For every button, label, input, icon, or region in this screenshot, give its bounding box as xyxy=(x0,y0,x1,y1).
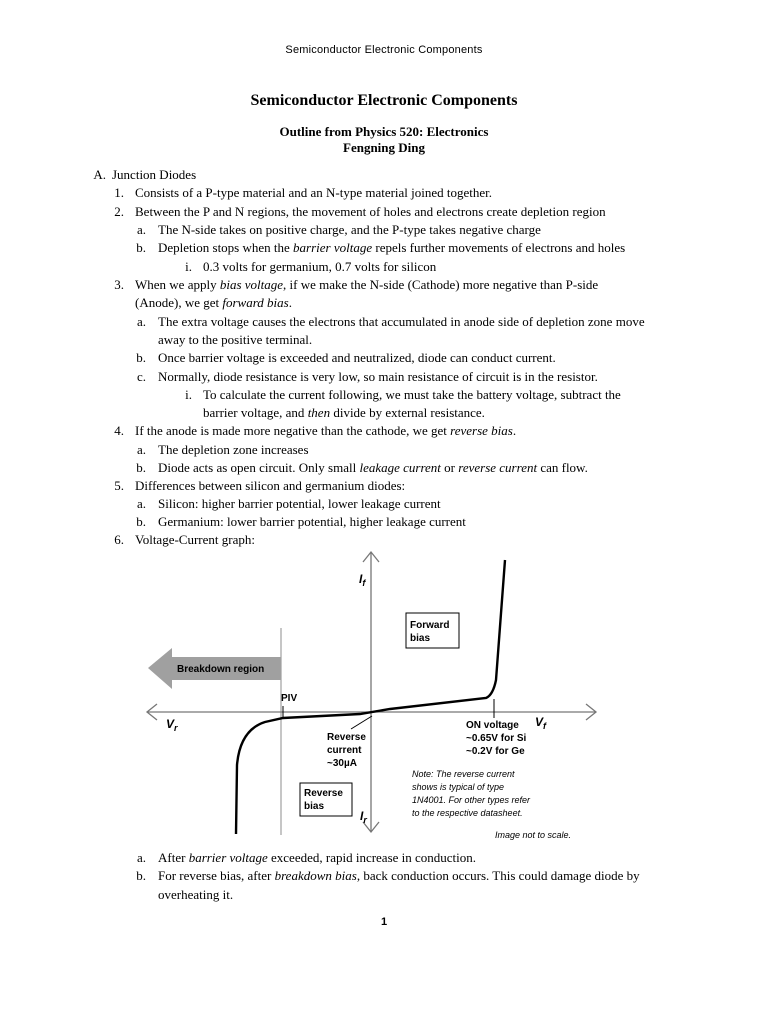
outline-marker: c. xyxy=(136,369,146,384)
outline-marker: i. xyxy=(185,259,192,274)
reverse-current-label: current xyxy=(327,745,362,756)
on-voltage-ge: ~0.2V for Ge xyxy=(466,746,525,757)
list-item: 0.3 volts for germanium, 0.7 volts for silicon xyxy=(203,259,437,274)
outline-marker: A. xyxy=(93,167,106,182)
page-number: 1 xyxy=(380,916,388,928)
list-item: Consists of a P-type material and an N-type material joined together. xyxy=(135,185,493,200)
list-item-continued: overheating it. xyxy=(158,887,234,902)
list-item-continued: away to the positive terminal. xyxy=(158,332,313,347)
list-item: To calculate the current following, we must take the battery voltage, subtract the xyxy=(203,387,621,402)
reverse-bias-label: Reverse xyxy=(304,788,343,799)
list-item: When we apply bias voltage, if we make the N-side (Cathode) more negative than P-side xyxy=(135,277,599,292)
list-item: If the anode is made more negative than the cathode, we get reverse bias. xyxy=(135,423,517,438)
outline-marker: b. xyxy=(136,868,146,883)
not-to-scale-note: Image not to scale. xyxy=(495,830,572,840)
outline-marker: b. xyxy=(136,460,146,475)
outline-marker: 1. xyxy=(114,185,124,200)
graph-note: shows is typical of type xyxy=(412,782,505,792)
reverse-current-leader xyxy=(351,716,372,729)
forward-bias-label: Forward xyxy=(410,620,450,631)
outline-marker: a. xyxy=(136,496,146,511)
reverse-current-label: Reverse xyxy=(327,732,366,743)
list-item-continued: (Anode), we get forward bias. xyxy=(135,295,292,310)
list-item: The extra voltage causes the electrons that accumulated in anode side of depletion zone move xyxy=(158,314,645,329)
subtitle: Outline from Physics 520: Electronics xyxy=(279,124,489,139)
list-item: For reverse bias, after breakdown bias, back conduction occurs. This could damage diode by xyxy=(158,868,640,883)
outline-marker: b. xyxy=(136,514,146,529)
on-voltage-label: ON voltage xyxy=(466,720,519,731)
graph-note: 1N4001. For other types refer xyxy=(412,795,531,805)
section-heading: Junction Diodes xyxy=(112,167,197,182)
breakdown-label: Breakdown region xyxy=(177,664,265,675)
list-item: Voltage-Current graph: xyxy=(135,532,255,547)
outline-marker: b. xyxy=(136,240,146,255)
outline-marker: b. xyxy=(136,350,146,365)
list-item-continued: barrier voltage, and then divide by external resistance. xyxy=(203,405,485,420)
ir-label: $I_r$ xyxy=(360,809,367,825)
list-item: Once barrier voltage is exceeded and neutralized, diode can conduct current. xyxy=(158,350,556,365)
list-item: Between the P and N regions, the movement of holes and electrons create depletion region xyxy=(135,204,606,219)
running-header: Semiconductor Electronic Components xyxy=(285,44,483,56)
outline-marker: 5. xyxy=(114,478,124,493)
list-item: The depletion zone increases xyxy=(158,442,309,457)
graph-note: Note: The reverse current xyxy=(412,769,515,779)
if-label: $I_f$ xyxy=(359,572,366,588)
piv-label: PIV xyxy=(281,693,298,704)
graph-note: to the respective datasheet. xyxy=(412,808,523,818)
outline-marker: 6. xyxy=(114,532,124,547)
list-item: The N-side takes on positive charge, and the P-type takes negative charge xyxy=(158,222,541,237)
list-item: Germanium: lower barrier potential, higher leakage current xyxy=(158,514,466,529)
outline-marker: 3. xyxy=(114,277,124,292)
reverse-current-value: ~30µA xyxy=(327,758,357,769)
outline-marker: a. xyxy=(136,850,146,865)
outline-marker: a. xyxy=(136,222,146,237)
outline-marker: i. xyxy=(185,387,192,402)
on-voltage-si: ~0.65V for Si xyxy=(466,733,527,744)
author: Fengning Ding xyxy=(343,140,425,155)
list-item: After barrier voltage exceeded, rapid increase in conduction. xyxy=(158,850,477,865)
outline-marker: 4. xyxy=(114,423,124,438)
forward-bias-label: bias xyxy=(410,633,431,644)
outline-marker: 2. xyxy=(114,204,124,219)
reverse-bias-label: bias xyxy=(304,801,325,812)
list-item: Diode acts as open circuit. Only small leakage current or reverse current can flow. xyxy=(158,460,588,475)
outline-marker: a. xyxy=(136,314,146,329)
vf-label: $V_f$ xyxy=(535,715,547,731)
list-item: Silicon: higher barrier potential, lower leakage current xyxy=(158,496,441,511)
list-item: Depletion stops when the barrier voltage repels further movements of electrons and holes xyxy=(158,240,626,255)
vr-label: $V_r$ xyxy=(166,717,178,733)
list-item: Differences between silicon and germanium diodes: xyxy=(135,478,406,493)
list-item: Normally, diode resistance is very low, so main resistance of circuit is in the resistor. xyxy=(158,369,598,384)
outline-marker: a. xyxy=(136,442,146,457)
page-title: Semiconductor Electronic Components xyxy=(250,92,518,109)
